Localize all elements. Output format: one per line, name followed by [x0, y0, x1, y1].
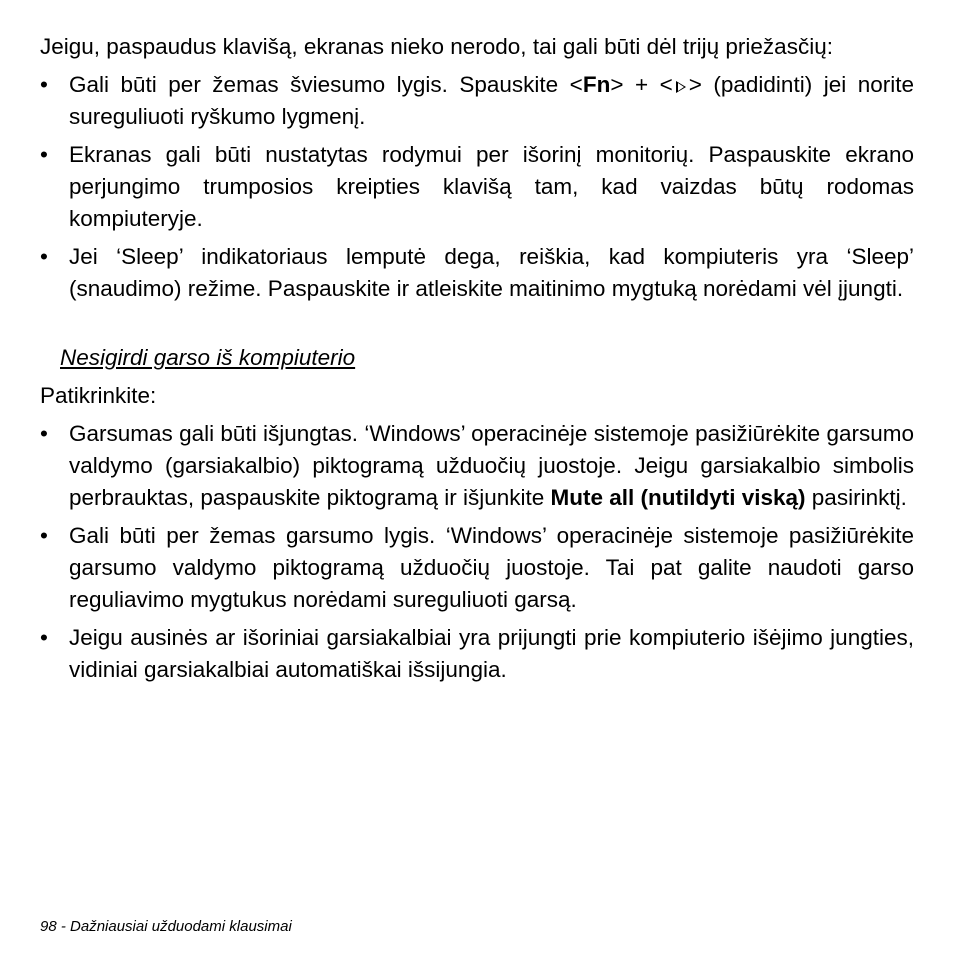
bullet-marker: •	[40, 244, 48, 269]
bullet1-text-part3: > (padidinti) jei norite sureguliuoti ryškumo lygmenį.	[69, 72, 914, 129]
section1-bullet-list	[40, 69, 914, 305]
list-item	[40, 622, 914, 686]
list-item	[40, 69, 914, 133]
section1-bullet2-text: Ekranas gali būti nustatytas rodymui per išorinį monitorių. Paspauskite ekrano perjungimo trumposios kreipties klavišą tam, kad vaizdas būtų rodomas kompiuteryje.	[69, 142, 914, 231]
brightness-up-icon	[676, 81, 686, 93]
s2-bullet1-text-part2: pasirinktį.	[805, 485, 907, 510]
section2-lead: Patikrinkite:	[40, 383, 157, 408]
bullet-marker: •	[40, 142, 48, 167]
section2-bullet2-text: Gali būti per žemas garsumo lygis. ‘Windows’ operacinėje sistemoje pasižiūrėkite garsumo valdymo piktogramą užduočių juostoje. Tai pat galite naudoti garso reguliavimo mygtukus norėdami sureguliuoti garsą.	[69, 523, 914, 612]
section2-bullet-list	[40, 418, 914, 686]
list-item	[40, 520, 914, 616]
fn-key-label: Fn	[582, 72, 611, 97]
section2-bullet1-text	[69, 418, 914, 514]
section2-bullet3-text: Jeigu ausinės ar išoriniai garsiakalbiai yra prijungti prie kompiuterio išėjimo jungties, vidiniai garsiakalbiai automatiškai išsijungia.	[69, 625, 914, 682]
page-footer: 98 - Dažniausiai užduodami klausimai	[40, 918, 292, 935]
section1-bullet3-text: Jei ‘Sleep’ indikatoriaus lemputė dega, reiškia, kad kompiuteris yra ‘Sleep’ (snaudimo) režime. Paspauskite ir atleiskite maitinimo mygtuką norėdami vėl įjungti.	[69, 244, 914, 301]
s2-bullet1-text-part1: Garsumas gali būti išjungtas. ‘Windows’ operacinėje sistemoje pasižiūrėkite garsumo valdymo (garsiakalbio) piktogramą užduočių juostoje. Jeigu garsiakalbio simbolis perbrauktas, paspauskite piktogramą ir išjunkite	[69, 421, 914, 510]
bullet1-text-part1: Gali būti per žemas šviesumo lygis. Spauskite <	[69, 72, 583, 97]
bullet-marker: •	[40, 421, 48, 446]
section2-heading: Nesigirdi garso iš kompiuterio	[60, 345, 356, 370]
list-item	[40, 241, 914, 305]
section1-bullet1-text	[69, 69, 914, 133]
section1-lead: Jeigu, paspaudus klavišą, ekranas nieko nerodo, tai gali būti dėl trijų priežasčių:	[40, 34, 833, 59]
bullet-marker: •	[40, 625, 48, 650]
bullet-marker: •	[40, 523, 48, 548]
page-content	[40, 31, 914, 686]
list-item	[40, 139, 914, 235]
bullet1-text-part2: > + <	[610, 72, 673, 97]
bullet-marker: •	[40, 72, 48, 97]
mute-all-option-label: Mute all (nutildyti viską)	[550, 485, 806, 510]
list-item	[40, 418, 914, 514]
